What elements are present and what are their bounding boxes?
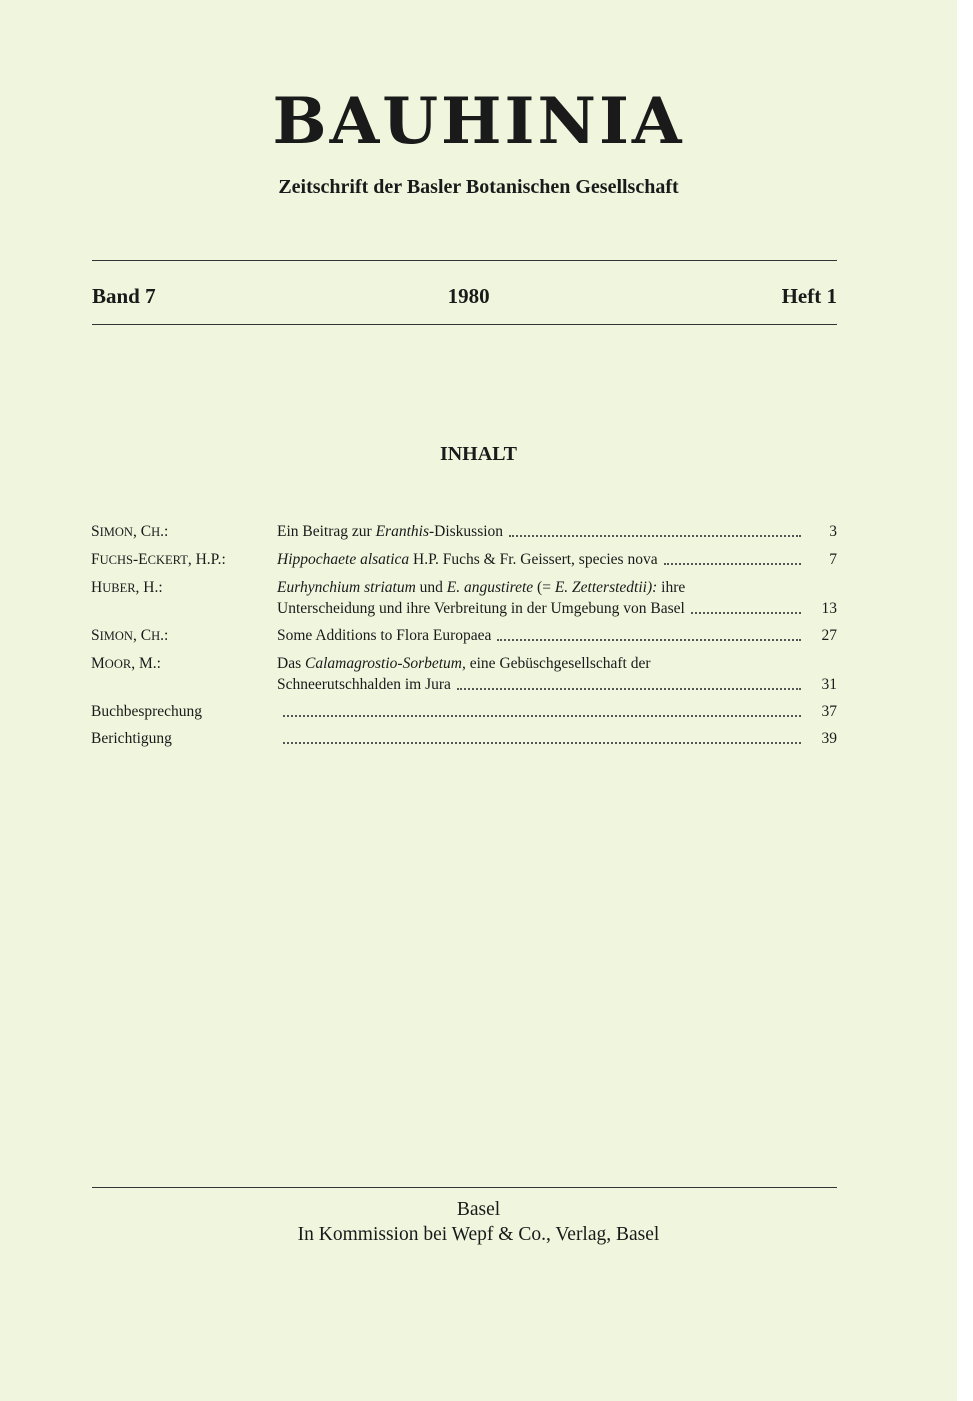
toc-entry — [91, 701, 837, 722]
toc-author: SIMON, CH.: — [91, 523, 169, 540]
toc-section-label: Buchbesprechung — [91, 703, 203, 720]
toc-author: FUCHS-ECKERT, H.P.: — [91, 551, 226, 568]
toc-entry — [91, 728, 837, 749]
bottom-rule — [92, 324, 837, 325]
dot-leader — [509, 534, 801, 537]
toc-entry — [91, 577, 837, 619]
footer-city: Basel — [456, 1199, 501, 1220]
issue-number-label: Heft 1 — [781, 284, 837, 308]
toc-title-continued: Unterscheidung und ihre Verbreitung in der Umgebung von Basel 13 — [277, 600, 837, 617]
toc-section-label: Berichtigung — [91, 730, 172, 747]
toc-title: Das Calamagrostio-Sorbetum, eine Gebüschgesellschaft der — [277, 655, 651, 672]
top-rule — [92, 260, 837, 261]
toc-entry — [91, 521, 837, 543]
toc-entry — [91, 653, 837, 695]
dot-leader — [457, 687, 801, 690]
toc-page-number: 27 — [821, 627, 837, 644]
issue-info — [92, 284, 837, 309]
table-of-contents — [91, 521, 837, 755]
dot-leader — [691, 611, 801, 614]
publisher-footer — [0, 1197, 957, 1247]
toc-page-number: 3 — [829, 523, 837, 540]
toc-title: Hippochaete alsatica H.P. Fuchs & Fr. Geissert, species nova 7 — [277, 551, 837, 568]
toc-author: SIMON, CH.: — [91, 627, 169, 644]
toc-title: Eurhynchium striatum und E. angustirete (= E. Zetterstedtii): ihre — [277, 579, 686, 596]
dot-leader — [664, 562, 801, 565]
masthead — [0, 84, 957, 199]
toc-page-number: 39 — [821, 730, 837, 747]
dot-leader — [283, 714, 801, 717]
year-label: 1980 — [447, 284, 490, 308]
toc-page-number: 31 — [821, 676, 837, 693]
footer-rule — [92, 1187, 837, 1188]
dot-leader — [283, 741, 801, 744]
toc-entry — [91, 625, 837, 647]
journal-subtitle: Zeitschrift der Basler Botanischen Gesellschaft — [278, 176, 679, 198]
dot-leader — [497, 638, 801, 641]
toc-author: HUBER, H.: — [91, 579, 163, 596]
toc-author: MOOR, M.: — [91, 655, 161, 672]
volume-label: Band 7 — [92, 284, 156, 308]
toc-title-continued: Schneerutschhalden im Jura 31 — [277, 676, 837, 693]
journal-title: BAUHINIA — [272, 84, 685, 159]
toc-title: Ein Beitrag zur Eranthis-Diskussion 3 — [277, 523, 837, 540]
toc-title: Some Additions to Flora Europaea 27 — [277, 627, 837, 644]
toc-page-number: 37 — [821, 703, 837, 720]
footer-publisher: In Kommission bei Wepf & Co., Verlag, Basel — [297, 1224, 660, 1245]
toc-page-number: 7 — [829, 551, 837, 568]
toc-page-number: 13 — [821, 600, 837, 617]
toc-entry — [91, 549, 837, 571]
contents-heading: INHALT — [439, 443, 518, 465]
